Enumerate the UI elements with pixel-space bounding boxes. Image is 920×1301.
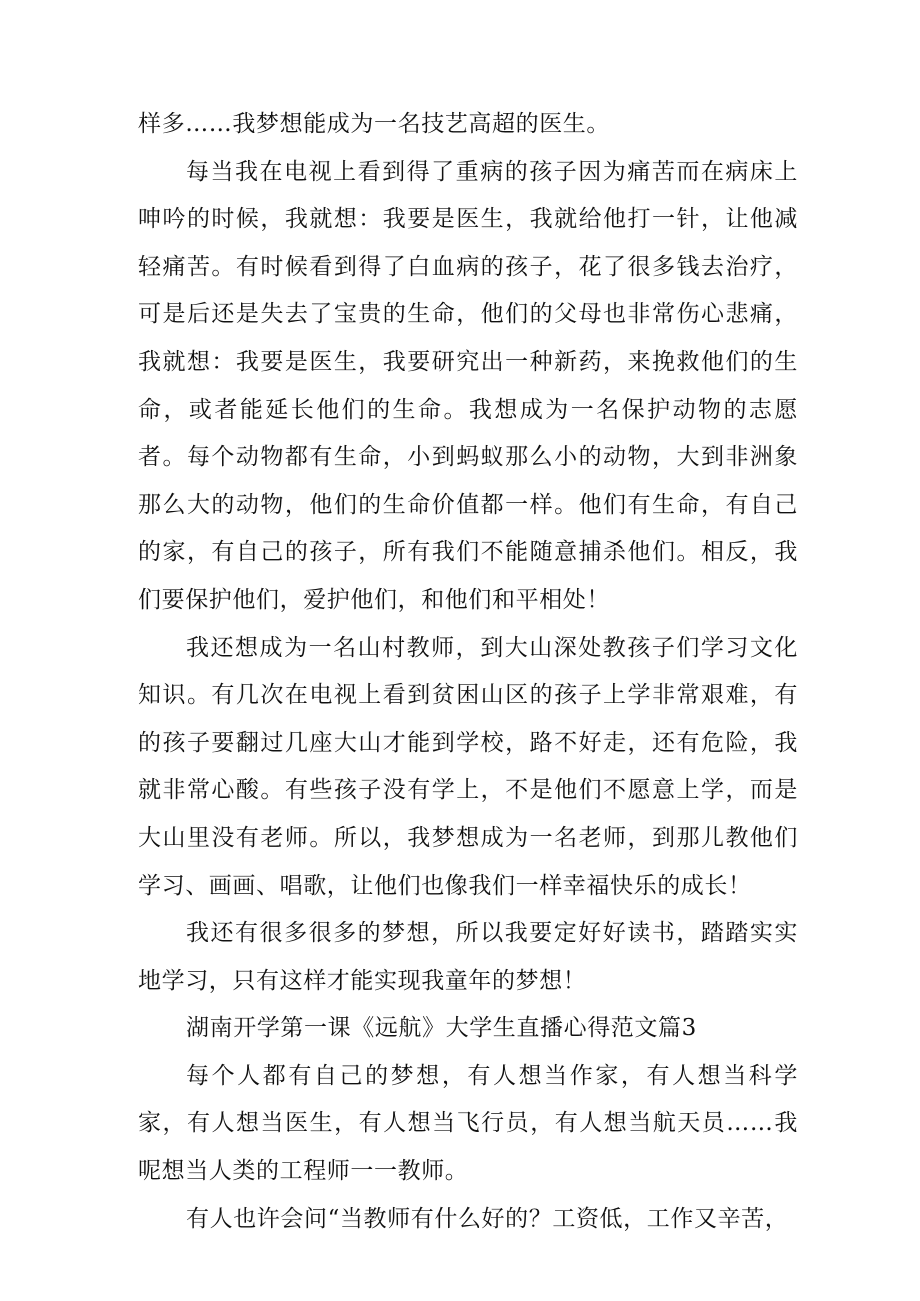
paragraph: 每当我在电视上看到得了重病的孩子因为痛苦而在病床上呻吟的时候，我就想：我要是医生，我就给他打一针，让他减轻痛苦。有时候看到得了白血病的孩子，花了很多钱去治疗，可是后还是失去了宝贵的生命，他们的父母也非常伤心悲痛，我就想：我要是医生，我要研究出一种新药，来挽救他们的生命，或者能延长他们的生命。我想成为一名保护动物的志愿者。每个动物都有生命，小到蚂蚁那么小的动物，大到非洲象那么大的动物，他们的生命价值都一样。他们有生命，有自己的家，有自己的孩子，所有我们不能随意捕杀他们。相反，我们要保护他们，爱护他们，和他们和平相处！ [138,158,798,613]
paragraph: 我还想成为一名山村教师，到大山深处教孩子们学习文化知识。有几次在电视上看到贫困山区的孩子上学非常艰难，有的孩子要翻过几座大山才能到学校，路不好走，还有危险，我就非常心酸。有些孩子没有学上，不是他们不愿意上学，而是大山里没有老师。所以，我梦想成为一名老师，到那儿教他们学习、画画、唱歌，让他们也像我们一样幸福快乐的成长！ [138,634,798,899]
paragraph: 样多……我梦想能成为一名技艺高超的医生。 [138,111,610,137]
paragraph: 我还有很多很多的梦想，所以我要定好好读书，踏踏实实地学习，只有这样才能实现我童年的梦想！ [138,920,798,994]
paragraph: 有人也许会问“当教师有什么好的？工资低，工作又辛苦， [186,1205,789,1232]
document-body [138,101,798,1243]
paragraph: 每个人都有自己的梦想，有人想当作家，有人想当科学家，有人想当医生，有人想当飞行员，有人想当航天员……我呢想当人类的工程师一一教师。 [138,1062,798,1185]
section-heading: 湖南开学第一课《远航》大学生直播心得范文篇3 [186,1015,697,1042]
